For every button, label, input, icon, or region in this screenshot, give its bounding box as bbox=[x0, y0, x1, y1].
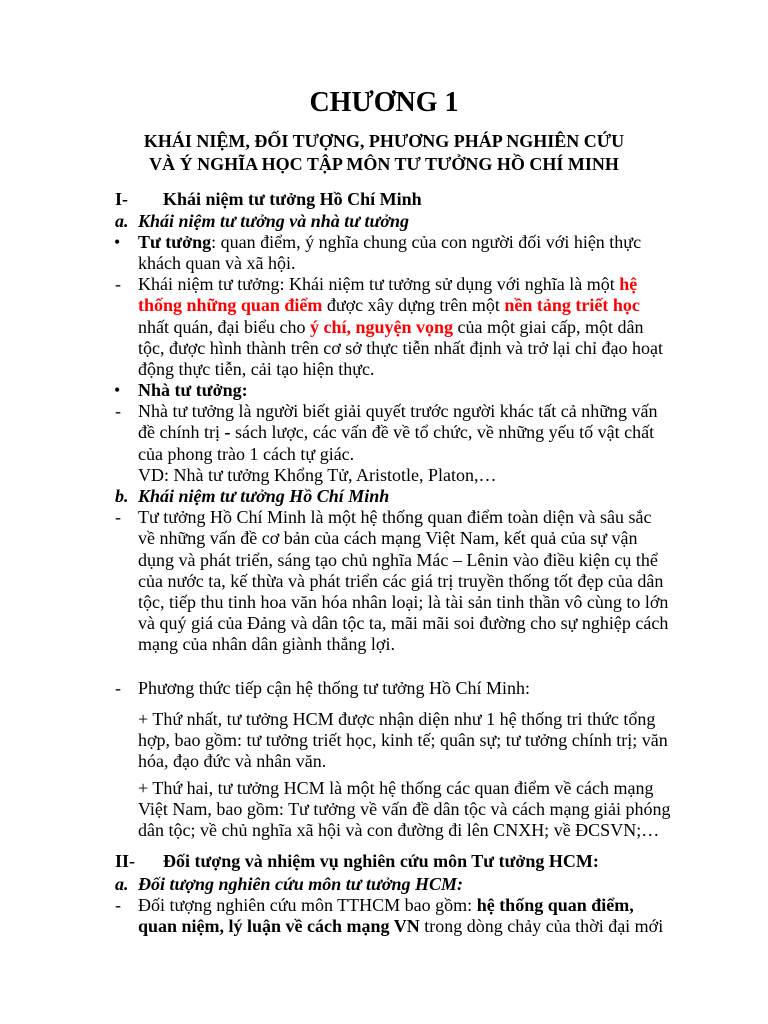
text-line bbox=[0, 592, 768, 613]
bullet-marker: • bbox=[114, 231, 121, 252]
text-line bbox=[0, 751, 768, 772]
bold-dash: - bbox=[224, 422, 231, 443]
text-line bbox=[0, 778, 768, 799]
paragraph-text: khách quan và xã hội. bbox=[138, 252, 296, 273]
paragraph-text: Đối tượng nghiên cứu môn TTHCM bao gồm: bbox=[138, 895, 477, 916]
paragraph-text: Phương thức tiếp cận hệ thống tư tưởng Hồ Chí Minh: bbox=[138, 678, 531, 699]
section-number: II- bbox=[115, 851, 136, 871]
bullet-marker: • bbox=[114, 380, 121, 401]
paragraph-text: tộc, được hình thành trên cơ sở thực tiễn nhất định và trở lại chỉ đạo hoạt bbox=[138, 337, 663, 358]
bold-term: hệ thống quan điểm, bbox=[476, 895, 634, 916]
paragraph-text: đề chính trị bbox=[138, 422, 225, 443]
chapter-subtitle bbox=[0, 130, 768, 176]
paragraph-text: + Thứ nhất, tư tưởng HCM được nhận diện như 1 hệ thống tri thức tổng bbox=[138, 709, 656, 730]
paragraph-text: Việt Nam, bao gồm: Tư tưởng về vấn đề dân tộc và cách mạng giải phóng bbox=[138, 799, 671, 820]
text-line bbox=[0, 274, 768, 295]
subsection-title: Khái niệm tư tưởng và nhà tư tưởng bbox=[138, 210, 410, 231]
dash-marker: - bbox=[115, 507, 121, 528]
paragraph-text: dụng và phát triển, sáng tạo chủ nghĩa Mác – Lênin vào điều kiện cụ thể bbox=[138, 549, 658, 570]
list-item bbox=[0, 232, 768, 274]
list-item bbox=[0, 380, 768, 401]
subsection-b bbox=[0, 486, 768, 842]
highlighted-term: hệ bbox=[619, 274, 638, 295]
example-text: VD: Nhà tư tưởng Khổng Tử, Aristotle, Platon,… bbox=[138, 464, 497, 485]
paragraph-text: về những vấn đề cơ bản của cách mạng Việt Nam, kết quả của sự vận bbox=[138, 528, 638, 549]
document-body bbox=[0, 189, 768, 937]
subsection-letter: a. bbox=[115, 873, 129, 894]
text-line bbox=[0, 295, 768, 316]
text-line bbox=[0, 613, 768, 634]
list-item bbox=[0, 507, 768, 655]
paragraph-text: được xây dựng trên một bbox=[322, 295, 505, 316]
bold-term: Nhà tư tưởng: bbox=[138, 380, 248, 401]
paragraph-text: Nhà tư tưởng là người biết giải quyết trước người khác tất cả những vấn bbox=[138, 401, 658, 422]
subsection-title: Đối tượng nghiên cứu môn tư tưởng HCM: bbox=[138, 873, 464, 894]
paragraph-text: và quý giá của Đảng và dân tộc ta, mãi mãi soi đường cho sự nghiệp cách bbox=[138, 613, 669, 634]
paragraph-text: động thực tiễn, cải tạo hiện thực. bbox=[138, 358, 375, 379]
paragraph-text: + Thứ hai, tư tưởng HCM là một hệ thống các quan điểm về cách mạng bbox=[138, 778, 654, 799]
paragraph-text: của một giai cấp, một dân bbox=[453, 316, 644, 337]
approach-paragraph bbox=[0, 778, 768, 842]
section-title: Khái niệm tư tưởng Hồ Chí Minh bbox=[163, 189, 422, 210]
dash-marker: - bbox=[115, 895, 121, 916]
text-line bbox=[0, 550, 768, 571]
text-line bbox=[0, 507, 768, 528]
text-line bbox=[0, 232, 768, 253]
paragraph-text: của phong trào 1 cách tự giác. bbox=[138, 443, 355, 464]
dash-marker: - bbox=[115, 274, 121, 295]
paragraph-text: dân tộc; về chủ nghĩa xã hội và con đường đi lên CNXH; về ĐCSVN;… bbox=[138, 820, 660, 841]
subsection-title: Khái niệm tư tưởng Hồ Chí Minh bbox=[138, 486, 390, 507]
text-line bbox=[0, 422, 768, 443]
list-item bbox=[0, 678, 768, 842]
paragraph-text: của nước ta, kế thừa và phát triển các giá trị truyền thống tốt đẹp của dân bbox=[138, 570, 664, 591]
bold-term: quan niệm, lý luận về cách mạng VN bbox=[138, 916, 420, 937]
paragraph-text: nhất quán, đại biểu cho bbox=[138, 316, 310, 337]
subsection-heading bbox=[0, 211, 768, 232]
text-line bbox=[0, 709, 768, 730]
text-line bbox=[0, 528, 768, 549]
paragraph-text: sách lược, các vấn đề về tổ chức, về những yếu tố vật chất bbox=[230, 422, 655, 443]
approach-paragraph bbox=[0, 709, 768, 773]
text-line bbox=[0, 465, 768, 486]
text-line bbox=[0, 444, 768, 465]
chapter-title: CHƯƠNG 1 bbox=[309, 87, 459, 118]
dash-marker: - bbox=[115, 678, 121, 699]
text-line bbox=[0, 895, 768, 916]
text-line bbox=[0, 916, 768, 937]
paragraph-text: : quan điểm, ý nghĩa chung của con người đối với hiện thực bbox=[211, 231, 642, 252]
highlighted-term: ý chí, nguyện vọng bbox=[309, 316, 453, 337]
highlighted-term: thống những quan điểm bbox=[138, 295, 323, 316]
paragraph-text: tộc, tiếp thu tinh hoa văn hóa nhân loại; là tài sản tinh thần vô cùng to lớn bbox=[138, 591, 669, 612]
highlighted-term: nền tảng triết học bbox=[504, 295, 640, 316]
subsection-letter: a. bbox=[115, 210, 129, 231]
text-line bbox=[0, 571, 768, 592]
section-title: Đối tượng và nhiệm vụ nghiên cứu môn Tư tưởng HCM: bbox=[163, 851, 599, 871]
text-line bbox=[0, 678, 768, 699]
paragraph-text: hợp, bao gồm: tư tưởng triết học, kinh tế; quân sự; tư tưởng chính trị; văn bbox=[138, 730, 668, 751]
subtitle-line: KHÁI NIỆM, ĐỐI TƯỢNG, PHƯƠNG PHÁP NGHIÊN CỨU bbox=[143, 131, 625, 151]
subtitle-line: VÀ Ý NGHĨA HỌC TẬP MÔN TƯ TƯỞNG HỒ CHÍ MINH bbox=[149, 154, 619, 174]
paragraph-text: Khái niệm tư tưởng: Khái niệm tư tưởng sử dụng với nghĩa là một bbox=[138, 274, 620, 295]
paragraph-text: hóa, đạo đức và nhân văn. bbox=[138, 751, 327, 772]
section-2 bbox=[0, 851, 768, 938]
section-number: I- bbox=[115, 189, 128, 210]
paragraph-text: mạng của nhân dân giành thắng lợi. bbox=[138, 634, 395, 655]
list-item bbox=[0, 401, 768, 486]
text-line bbox=[0, 730, 768, 751]
list-item bbox=[0, 274, 768, 380]
paragraph-text: trong dòng chảy của thời đại mới bbox=[419, 916, 664, 937]
subsection-letter: b. bbox=[115, 486, 129, 507]
text-line bbox=[0, 380, 768, 401]
bold-term: Tư tưởng bbox=[138, 231, 212, 252]
text-line bbox=[0, 253, 768, 274]
dash-marker: - bbox=[115, 401, 121, 422]
text-line bbox=[0, 338, 768, 359]
subsection-heading bbox=[0, 874, 768, 895]
section-1 bbox=[0, 189, 768, 841]
subsection-a bbox=[0, 874, 768, 938]
paragraph-text: Tư tưởng Hồ Chí Minh là một hệ thống quan điểm toàn diện và sâu sắc bbox=[138, 507, 652, 528]
section-heading bbox=[0, 851, 768, 872]
text-line bbox=[0, 634, 768, 655]
text-line bbox=[0, 359, 768, 380]
list-item bbox=[0, 895, 768, 937]
section-heading bbox=[0, 189, 768, 210]
text-line bbox=[0, 317, 768, 338]
subsection-heading bbox=[0, 486, 768, 507]
text-line bbox=[0, 799, 768, 820]
text-line bbox=[0, 401, 768, 422]
text-line bbox=[0, 820, 768, 841]
subsection-a bbox=[0, 211, 768, 486]
